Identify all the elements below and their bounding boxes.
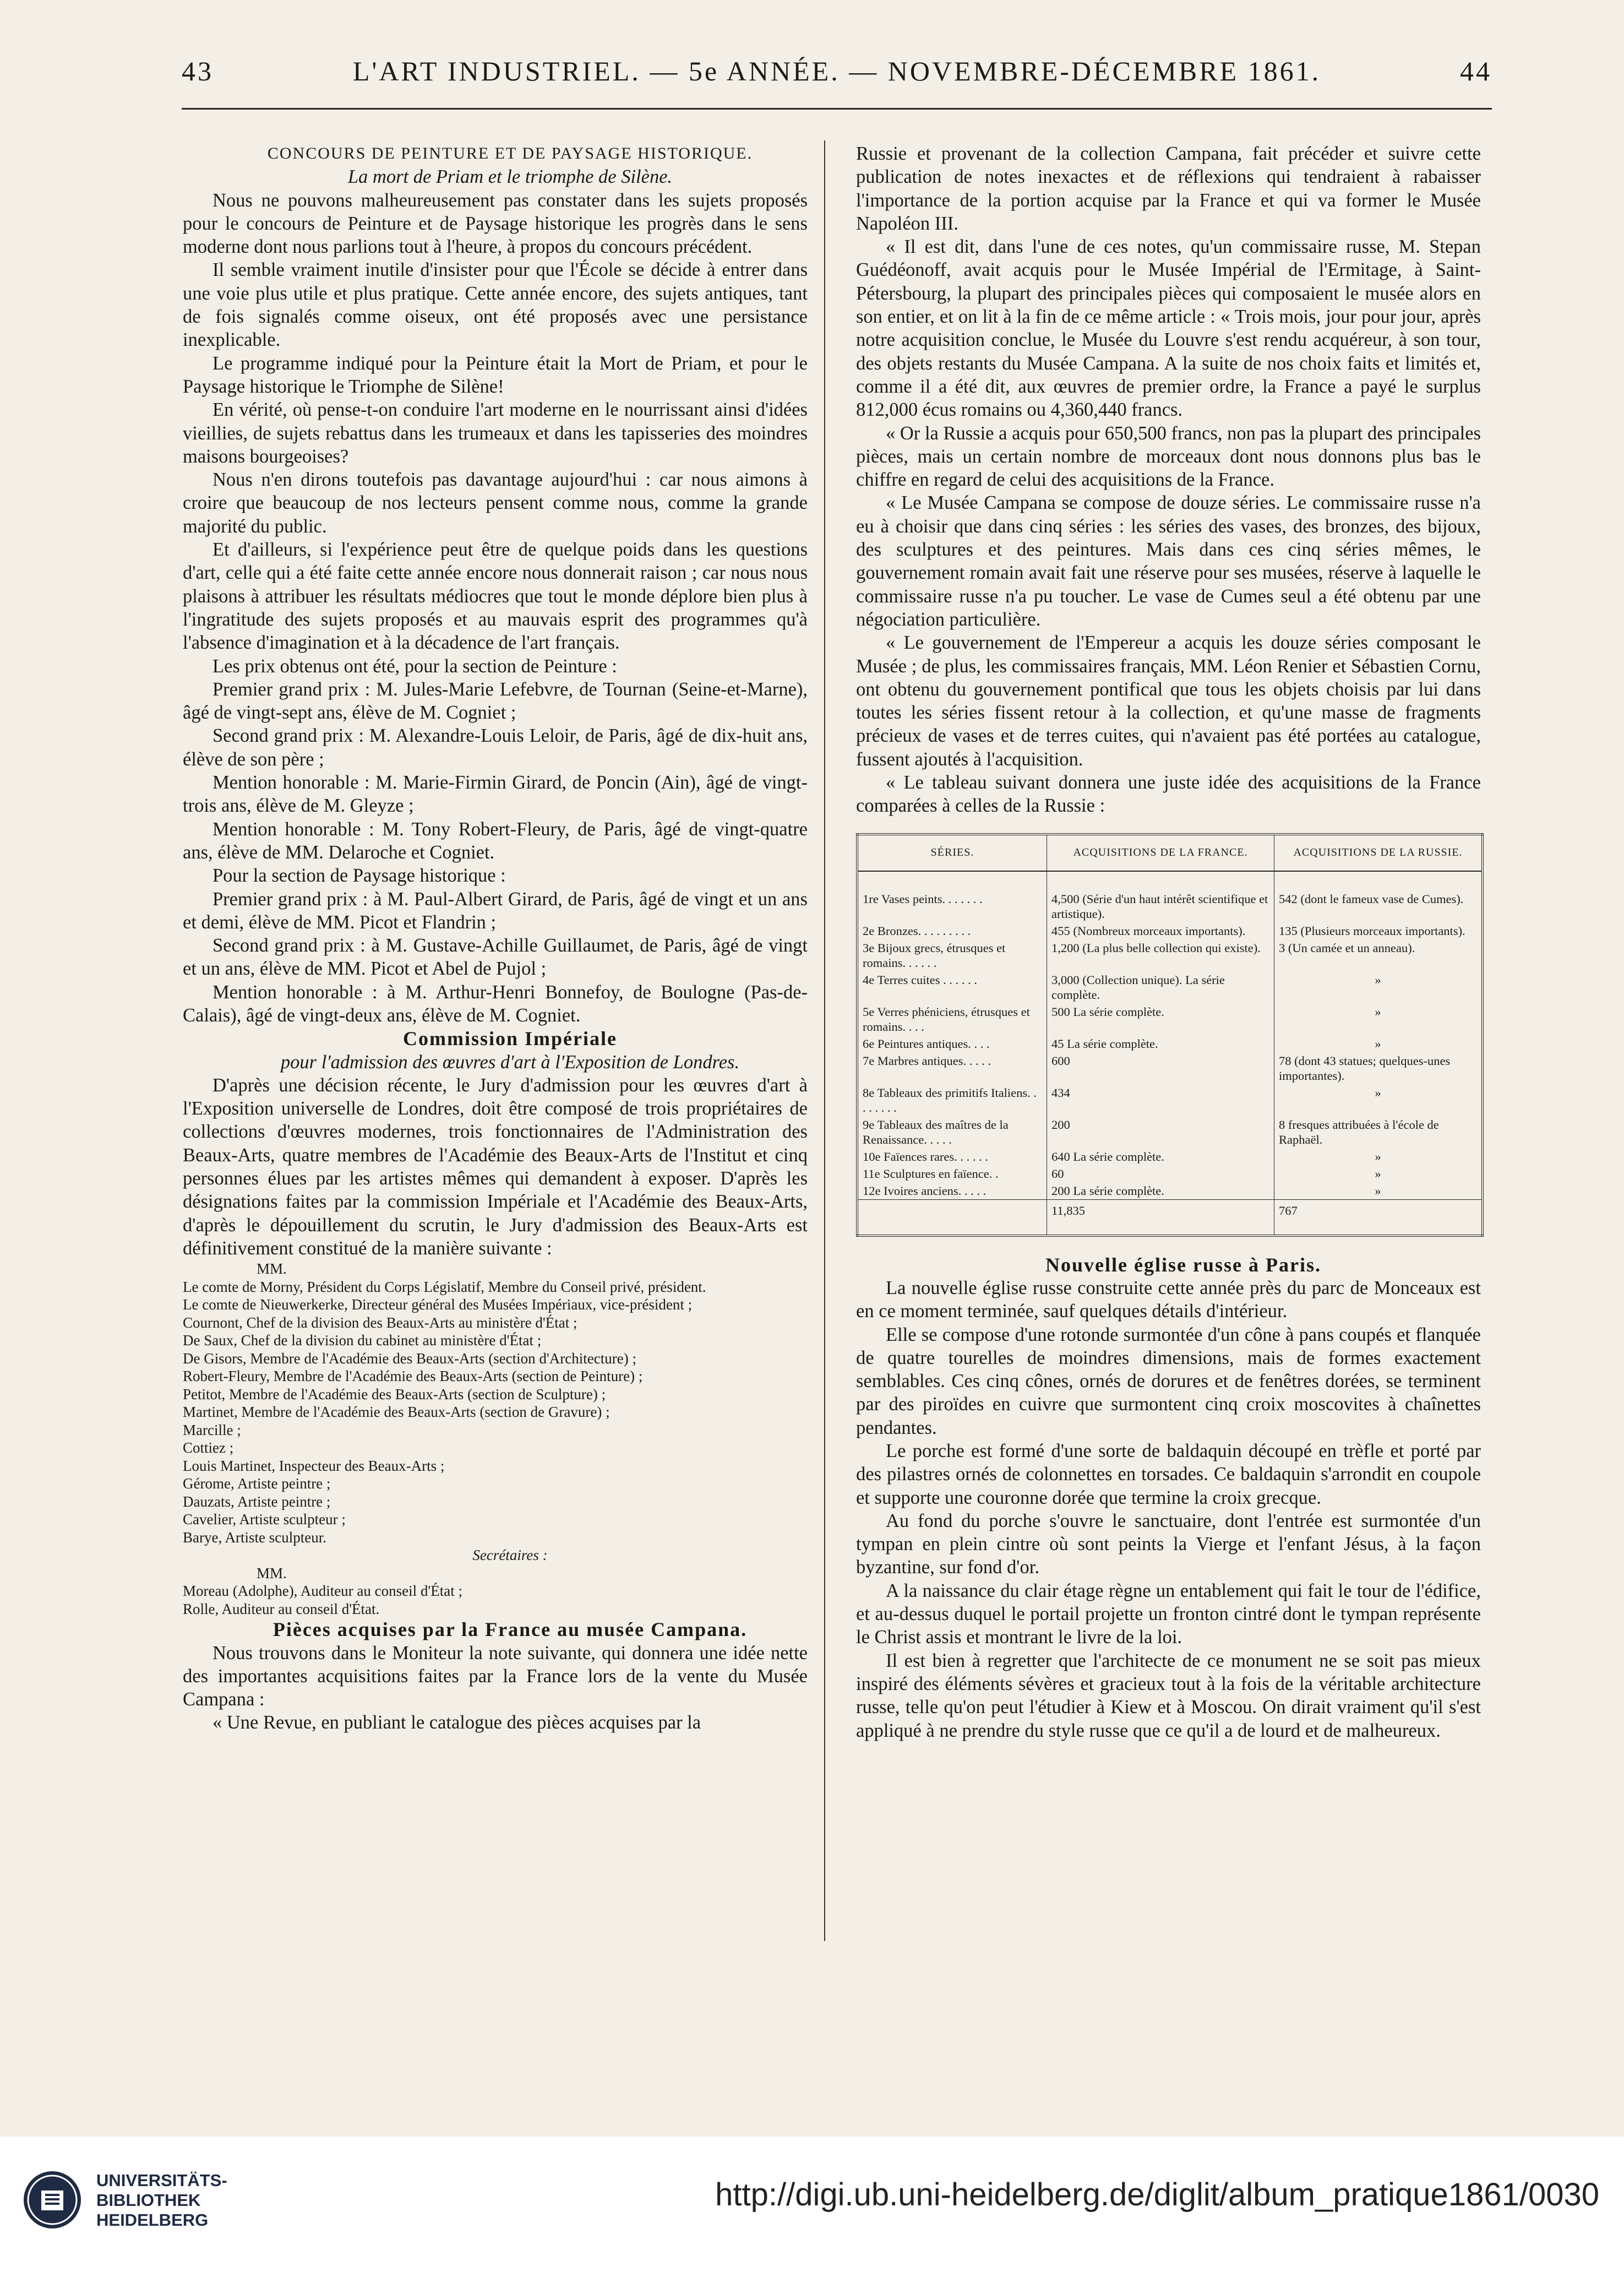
table-row (857, 1165, 1483, 1182)
paragraph: Il est bien à regretter que l'architecte de ce monument ne se soit pas mieux inspiré des éléments sévères et gracieux tout à la fois de la véritable architecture russe, telle qu'on peut l'étudier à Kiew et à Moscou. On dirait vraiment qu'il s'est appliqué à ne prendre du style russe que ce qu'il a de lourd et de malheureux. (856, 1650, 1481, 1741)
page-number-right: 44 (1460, 56, 1492, 86)
member-entry: Gérome, Artiste peintre ; (183, 1475, 331, 1492)
member-entry: Marcille ; (183, 1421, 241, 1438)
prize-entry: Premier grand prix : à M. Paul-Albert Girard, de Paris, âgé de vingt et un ans et demi, élève de MM. Picot et Flandrin ; (183, 888, 808, 933)
right-column (856, 142, 1481, 1742)
table-cell: » (1274, 1035, 1483, 1052)
table-cell: 500 La série complète. (1047, 1003, 1274, 1035)
table-cell: 4,500 (Série d'un haut intérêt scientifique et artistique). (1047, 871, 1274, 922)
member-entry: Petitot, Membre de l'Académie des Beaux-Arts (section de Sculpture) ; (183, 1385, 606, 1403)
table-row (857, 1052, 1483, 1084)
table-cell: » (1274, 1003, 1483, 1035)
table-row (857, 922, 1483, 939)
section-heading-campana: Pièces acquises par la France au musée Campana. (273, 1618, 748, 1641)
member-entry: Cournont, Chef de la division des Beaux-Arts au ministère d'État ; (183, 1314, 577, 1331)
table-cell: 135 (Plusieurs morceaux importants). (1274, 922, 1483, 939)
paragraph: Russie et provenant de la collection Campana, fait précéder et suivre cette publication de notes inexactes et de réflexions qui tendraient à rabaisser l'importance de la portion acquise par la France et qui va former le Musée Napoléon III. (856, 143, 1481, 234)
table-cell: » (1274, 1165, 1483, 1182)
table-row (857, 939, 1483, 971)
table-cell: » (1274, 971, 1483, 1003)
source-url[interactable]: http://digi.ub.uni-heidelberg.de/diglit/album_pratique1861/0030 (715, 2177, 1599, 2213)
prize-entry: Mention honorable : M. Marie-Firmin Girard, de Poncin (Ain), âgé de vingt-trois ans, élève de M. Gleyze ; (183, 772, 808, 817)
prize-entry: Premier grand prix : M. Jules-Marie Lefebvre, de Tournan (Seine-et-Marne), âgé de vingt-sept ans, élève de M. Cogniet ; (183, 678, 808, 724)
table-row (857, 871, 1483, 922)
table-row (857, 1035, 1483, 1052)
column-header: SÉRIES. (857, 834, 1047, 871)
table-row (857, 1116, 1483, 1148)
table-cell: 200 La série complète. (1047, 1182, 1274, 1200)
section-heading-commission: Commission Impériale (403, 1028, 617, 1050)
member-entry: Louis Martinet, Inspecteur des Beaux-Arts ; (183, 1457, 445, 1474)
university-seal-icon (22, 2170, 83, 2230)
left-column (183, 142, 808, 1735)
table-cell: 542 (dont le fameux vase de Cumes). (1274, 871, 1483, 922)
digitization-footer (0, 2137, 1624, 2272)
member-entry: Dauzats, Artiste peintre ; (183, 1493, 331, 1510)
header-rule (182, 108, 1492, 110)
paragraph: La nouvelle église russe construite cette année près du parc de Monceaux est en ce moment terminée, sauf quelques détails d'intérieur. (856, 1277, 1481, 1322)
table-cell: 7e Marbres antiques. . . . . (857, 1052, 1047, 1084)
paragraph: « Le Musée Campana se compose de douze séries. Le commissaire russe n'a eu à choisir que dans cinq séries : les séries des vases, des bronzes, des bijoux, des sculptures et des peintures. Mais dans ces cinq séries mêmes, le gouvernement romain avait fait une réserve pour ses musées, réserve à laquelle le commissaire russe n'a pu toucher. Le vase de Cumes seul a été obtenu par une négociation particulière. (856, 492, 1481, 630)
member-entry: Cottiez ; (183, 1439, 234, 1456)
member-entry: Cavelier, Artiste sculpteur ; (183, 1511, 346, 1528)
library-line: HEIDELBERG (96, 2210, 209, 2230)
table-cell: 1re Vases peints. . . . . . . (857, 871, 1047, 922)
running-header (182, 55, 1492, 94)
member-entry: De Gisors, Membre de l'Académie des Beaux-Arts (section d'Architecture) ; (183, 1350, 636, 1367)
table-cell: 640 La série complète. (1047, 1148, 1274, 1165)
paragraph: Nous ne pouvons malheureusement pas constater dans les sujets proposés pour le concours de Peinture et de Paysage historique les progrès dans le sens moderne dont nous parlions tout à l'heure, à propos du concours précédent. (183, 189, 808, 258)
secretaires-label: Secrétaires : (472, 1547, 548, 1564)
secretary-entry: Rolle, Auditeur au conseil d'État. (183, 1600, 380, 1617)
section-subheading-commission: pour l'admission des œuvres d'art à l'Exposition de Londres. (280, 1051, 740, 1073)
table-cell: 3e Bijoux grecs, étrusques et romains. . . . . . (857, 939, 1047, 971)
mm-label: MM. (257, 1260, 287, 1278)
paragraph: Pour la section de Paysage historique : (212, 865, 506, 887)
journal-title: L'ART INDUSTRIEL. — 5e ANNÉE. — NOVEMBRE-DÉCEMBRE 1861. (352, 56, 1321, 86)
table-row (857, 971, 1483, 1003)
table-cell: 200 (1047, 1116, 1274, 1148)
paragraph: « Le gouvernement de l'Empereur a acquis les douze séries composant le Musée ; de plus, les commissaires français, MM. Léon Renier et Sébastien Cornu, ont obtenu du gouvernement pontifical que tous les objets choisis par lui dans toutes les séries fissent retour à la collection, et qu'une masse de fragments précieux de vases et de terres cuites, qui n'avaient pas été portées au catalogue, fussent ajoutés à l'acquisition. (856, 632, 1481, 770)
table-cell: 4e Terres cuites . . . . . . (857, 971, 1047, 1003)
secretary-entry: Moreau (Adolphe), Auditeur au conseil d'État ; (183, 1583, 462, 1600)
library-line: UNIVERSITÄTS- (96, 2171, 227, 2190)
table-cell: 78 (dont 43 statues; quelques-unes importantes). (1274, 1052, 1483, 1084)
paragraph: « Le tableau suivant donnera une juste idée des acquisitions de la France comparées à celles de la Russie : (856, 772, 1481, 817)
table-row (857, 1148, 1483, 1165)
table-cell: 8 fresques attribuées à l'école de Raphaël. (1274, 1116, 1483, 1148)
table-cell: 600 (1047, 1052, 1274, 1084)
paragraph: « Il est dit, dans l'une de ces notes, qu'un commissaire russe, M. Stepan Guédéonoff, avait acquis pour le Musée Impérial de l'Ermitage, à Saint-Pétersbourg, la plupart des principales pièces qui composaient le musée alors en son entier, et on lit à la fin de ce même article : « Trois mois, jour pour jour, après notre acquisition conclue, le Musée du Louvre s'est rendu acquéreur, à son tour, des objets restants du Musée Campana. A la suite de nos choix faits et limités et, comme il a été dit, aux œuvres de premier ordre, la France a payé le surplus 812,000 écus romains ou 4,360,440 francs. (856, 236, 1481, 421)
paragraph: Nous n'en dirons toutefois pas davantage aujourd'hui : car nous aimons à croire que beaucoup de nos lecteurs pensent comme nous, comme la grande majorité du public. (183, 469, 808, 537)
paragraph: Nous trouvons dans le Moniteur la note suivante, qui donnera une idée nette des importantes acquisitions faites par la France lors de la vente du Musée Campana : (183, 1642, 808, 1710)
members-list (183, 1278, 808, 1547)
acquisitions-table (856, 833, 1484, 1237)
table-cell: 455 (Nombreux morceaux importants). (1047, 922, 1274, 939)
paragraph: « Une Revue, en publiant le catalogue des pièces acquises par la (212, 1712, 701, 1733)
member-entry: Barye, Artiste sculpteur. (183, 1529, 326, 1546)
prize-entry: Mention honorable : à M. Arthur-Henri Bonnefoy, de Boulogne (Pas-de-Calais), âgé de vingt-deux ans, élève de M. Cogniet. (183, 981, 808, 1026)
mm-label-2: MM. (257, 1564, 287, 1581)
paragraph: Les prix obtenus ont été, pour la section de Peinture : (212, 655, 617, 677)
table-cell: » (1274, 1148, 1483, 1165)
total-russie: 767 (1274, 1199, 1483, 1236)
section-subheading-concours: La mort de Priam et le triomphe de Silène. (347, 166, 673, 188)
library-name (96, 2171, 227, 2230)
prize-entry: Mention honorable : M. Tony Robert-Fleury, de Paris, âgé de vingt-quatre ans, élève de MM. Delaroche et Cogniet. (183, 818, 808, 863)
table-cell: 12e Ivoires anciens. . . . . (857, 1182, 1047, 1200)
table-cell: 2e Bronzes. . . . . . . . . (857, 922, 1047, 939)
paragraph: A la naissance du clair étage règne un entablement qui fait le tour de l'édifice, et au-dessus duquel le portail projette un fronton cintré dont le tympan représente le Christ assis et montrant le livre de la loi. (856, 1580, 1481, 1648)
paragraph: Le programme indiqué pour la Peinture était la Mort de Priam, et pour le Paysage historique le Triomphe de Silène! (183, 352, 808, 397)
library-line: BIBLIOTHEK (96, 2191, 201, 2210)
table-cell: 3 (Un camée et un anneau). (1274, 939, 1483, 971)
member-entry: Martinet, Membre de l'Académie des Beaux-Arts (section de Gravure) ; (183, 1404, 610, 1421)
paragraph: Elle se compose d'une rotonde surmontée d'un cône à pans coupés et flanquée de quatre tourelles de moindres dimensions, mais de formes exactement semblables. Ces cinq cônes, ornés de dorures et de fenêtres dorées, se terminent par des piroïdes en cuivre que surmontent cinq croix moscovites à chaînettes pendantes. (856, 1324, 1481, 1438)
table-cell: 60 (1047, 1165, 1274, 1182)
page-number-left: 43 (182, 56, 214, 86)
table-cell: 3,000 (Collection unique). La série complète. (1047, 971, 1274, 1003)
section-heading-concours: CONCOURS DE PEINTURE ET DE PAYSAGE HISTORIQUE. (267, 144, 753, 162)
column-header: ACQUISITIONS DE LA FRANCE. (1047, 834, 1274, 871)
table-cell: 10e Faïences rares. . . . . . (857, 1148, 1047, 1165)
table-cell: 6e Peintures antiques. . . . (857, 1035, 1047, 1052)
member-entry: Le comte de Nieuwerkerke, Directeur général des Musées Impériaux, vice-président ; (183, 1296, 693, 1313)
paragraph: D'après une décision récente, le Jury d'admission pour les œuvres d'art à l'Exposition universelle de Londres, doit être composé de trois propriétaires de collections d'œuvres modernes, trois fonctionnaires de l'Administration des Beaux-Arts, quatre membres de l'Académie des Beaux-Arts de l'Institut et cinq personnes élues par les artistes mêmes qui demandent à exposer. D'après les désignations faites par la commission Impériale et l'Académie des Beaux-Arts, d'après le dépouillement du scrutin, le Jury d'admission des Beaux-Arts est définitivement constitué de la manière suivante : (183, 1074, 808, 1259)
table-cell: » (1274, 1182, 1483, 1200)
table-cell: 8e Tableaux des primitifs Italiens. . . . . . . . (857, 1084, 1047, 1116)
paragraph: Le porche est formé d'une sorte de baldaquin découpé en trèfle et porté par des pilastres ornés de colonnettes en torsades. Ce baldaquin s'arrondit en coupole et supporte une couronne dorée que termine la croix grecque. (856, 1440, 1481, 1508)
column-divider (824, 140, 825, 1941)
table-cell: 9e Tableaux des maîtres de la Renaissance. . . . . (857, 1116, 1047, 1148)
total-france: 11,835 (1047, 1199, 1274, 1236)
member-entry: De Saux, Chef de la division du cabinet au ministère d'État ; (183, 1332, 542, 1349)
table-cell: 5e Verres phéniciens, étrusques et romains. . . . (857, 1003, 1047, 1035)
prize-entry: Second grand prix : M. Alexandre-Louis Leloir, de Paris, âgé de dix-huit ans, élève de son père ; (183, 725, 808, 770)
paragraph: « Or la Russie a acquis pour 650,500 francs, non pas la plupart des principales pièces, mais un certain nombre de morceaux dont nous donnons plus bas le chiffre en regard de celui des acquisitions de la France. (856, 422, 1481, 491)
table-total-row (857, 1199, 1483, 1236)
table-cell: 434 (1047, 1084, 1274, 1116)
table-header-row (857, 834, 1483, 871)
member-entry: Robert-Fleury, Membre de l'Académie des Beaux-Arts (section de Peinture) ; (183, 1368, 643, 1385)
table-cell: » (1274, 1084, 1483, 1116)
table-row (857, 1182, 1483, 1200)
table-cell: 1,200 (La plus belle collection qui existe). (1047, 939, 1274, 971)
table-cell (857, 1199, 1047, 1236)
paragraph: Il semble vraiment inutile d'insister pour que l'École se décide à entrer dans une voie plus utile et plus pratique. Cette année encore, des sujets antiques, tant de fois signalés comme oiseux, ont été proposés avec une persistance inexplicable. (183, 259, 808, 351)
table-row (857, 1084, 1483, 1116)
table-row (857, 1003, 1483, 1035)
paragraph: Au fond du porche s'ouvre le sanctuaire, dont l'entrée est surmontée d'un tympan en plein cintre où sont peints la Vierge et l'enfant Jésus, à la façon byzantine, sur fond d'or. (856, 1510, 1481, 1578)
table-cell: 11e Sculptures en faïence. . (857, 1165, 1047, 1182)
section-heading-eglise: Nouvelle église russe à Paris. (1045, 1253, 1321, 1276)
member-entry: Le comte de Morny, Président du Corps Législatif, Membre du Conseil privé, président. (183, 1278, 706, 1295)
prize-entry: Second grand prix : à M. Gustave-Achille Guillaumet, de Paris, âgé de vingt et un ans, élève de MM. Picot et Abel de Pujol ; (183, 935, 808, 980)
table-cell: 45 La série complète. (1047, 1035, 1274, 1052)
paragraph: Et d'ailleurs, si l'expérience peut être de quelque poids dans les questions d'art, celle qui a été faite cette année encore nous donnerait raison ; car nous nous plaisons à attribuer les résultats médiocres que tout le monde déplore bien plus à l'ingratitude des sujets proposés et au mauvais esprit des programmes qu'à l'absence d'imagination et à la décadence de l'art français. (183, 539, 808, 654)
paragraph: En vérité, où pense-t-on conduire l'art moderne en le nourrissant ainsi d'idées vieillies, de sujets rebattus dans les trumeaux et dans les tapisseries des moindres maisons bourgeoises? (183, 399, 808, 467)
column-header: ACQUISITIONS DE LA RUSSIE. (1274, 834, 1483, 871)
secretaires-list (183, 1582, 808, 1618)
